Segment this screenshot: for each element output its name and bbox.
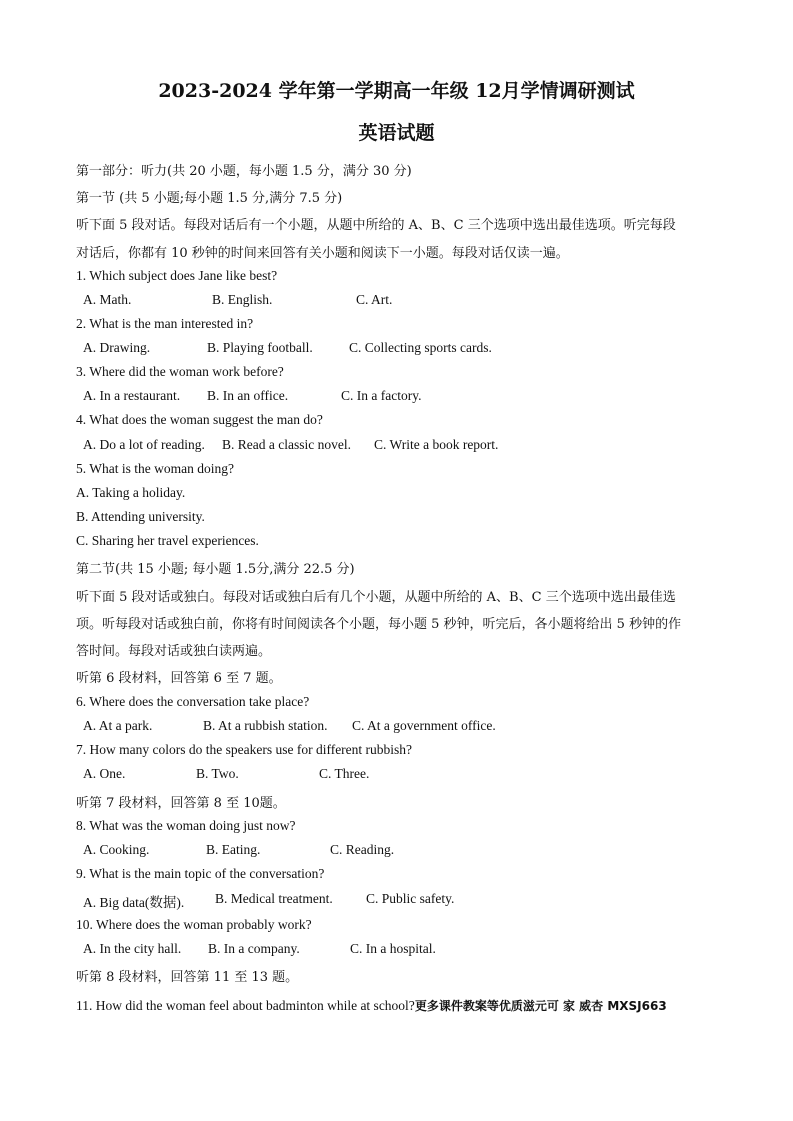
question-8-stem: 8. What was the woman doing just now? [76,818,296,833]
question-2-option-c: C. Collecting sports cards. [349,340,492,355]
page-title: 2023-2024 学年第一学期高一年级 12月学情调研测试 [158,80,635,102]
question-10-option-b: B. In a company. [208,941,300,956]
question-10-stem: 10. Where does the woman probably work? [76,917,312,932]
question-2-option-a: A. Drawing. [83,340,151,355]
question-7-option-b: B. Two. [196,766,239,781]
question-6-stem: 6. Where does the conversation take place? [76,694,310,709]
section1-heading: 第一节 (共 5 小题;每小题 1.5 分,满分 7.5 分) [76,191,343,206]
section1-instruction-line2: 对话后，你都有 10 秒钟的时间来回答有关小题和阅读下一小题。每段对话仅读一遍。 [76,246,569,261]
question-11-line [76,997,667,1014]
material-7-heading: 听第 7 段材料，回答第 8 至 10题。 [76,796,286,811]
question-9-option-c: C. Public safety. [366,891,455,906]
question-6-option-c: C. At a government office. [352,718,496,733]
question-10-option-a: A. In the city hall. [83,941,182,956]
question-8-option-a: A. Cooking. [83,842,150,857]
question-4-option-b: B. Read a classic novel. [222,437,351,452]
question-3-option-c: C. In a factory. [341,388,422,403]
section2-heading: 第二节(共 15 小题; 每小题 1.5分,满分 22.5 分) [76,562,355,577]
question-9-stem: 9. What is the main topic of the conversation? [76,866,325,881]
question-1-option-c: C. Art. [356,292,393,307]
question-7-option-a: A. One. [83,766,126,781]
question-7-option-c: C. Three. [319,766,370,781]
question-2-stem: 2. What is the man interested in? [76,316,254,331]
question-5-option-a: A. Taking a holiday. [76,485,186,500]
question-3-option-a: A. In a restaurant. [83,388,181,403]
question-3-stem: 3. Where did the woman work before? [76,364,284,379]
section2-instruction-line1: 听下面 5 段对话或独白。每段对话或独白后有几个小题，从题中所给的 A、B、C 三个选项中选出最佳选 [76,590,676,605]
section2-instruction-line2: 项。听每段对话或独白前，你将有时间阅读各个小题，每小题 5 秒钟，听完后，各小题将给出 5 秒钟的作 [76,617,682,632]
question-2-option-b: B. Playing football. [207,340,313,355]
question-5-option-c: C. Sharing her travel experiences. [76,533,259,548]
material-8-heading: 听第 8 段材料，回答第 11 至 13 题。 [76,970,299,985]
question-4-option-a: A. Do a lot of reading. [83,437,205,452]
section2-instruction-line3: 答时间。每段对话或独白读两遍。 [76,644,272,659]
question-6-option-a: A. At a park. [83,718,153,733]
watermark-text: 更多课件教案等优质滋元可 家 威杏 MXSJ663 [414,999,667,1013]
question-4-option-c: C. Write a book report. [374,437,499,452]
section1-instruction-line1: 听下面 5 段对话。每段对话后有一个小题，从题中所给的 A、B、C 三个选项中选出最佳选项。听完每段 [76,218,676,233]
question-7-stem: 7. How many colors do the speakers use for different rubbish? [76,742,413,757]
material-6-heading: 听第 6 段材料，回答第 6 至 7 题。 [76,671,282,686]
question-9-option-a: A. Big data(数据). [83,895,185,910]
part1-heading: 第一部分：听力(共 20 小题，每小题 1.5 分，满分 30 分) [76,164,412,179]
question-6-option-b: B. At a rubbish station. [203,718,328,733]
question-11-stem: 11. How did the woman feel about badminton while at school? [76,998,415,1013]
question-1-option-b: B. English. [212,292,273,307]
question-8-option-b: B. Eating. [206,842,261,857]
question-1-stem: 1. Which subject does Jane like best? [76,268,278,283]
question-10-option-c: C. In a hospital. [350,941,436,956]
question-1-option-a: A. Math. [83,292,132,307]
question-9-option-b: B. Medical treatment. [215,891,333,906]
question-5-stem: 5. What is the woman doing? [76,461,234,476]
question-3-option-b: B. In an office. [207,388,289,403]
question-4-stem: 4. What does the woman suggest the man do? [76,412,323,427]
page-subtitle: 英语试题 [358,122,435,144]
question-5-option-b: B. Attending university. [76,509,205,524]
question-8-option-c: C. Reading. [330,842,395,857]
